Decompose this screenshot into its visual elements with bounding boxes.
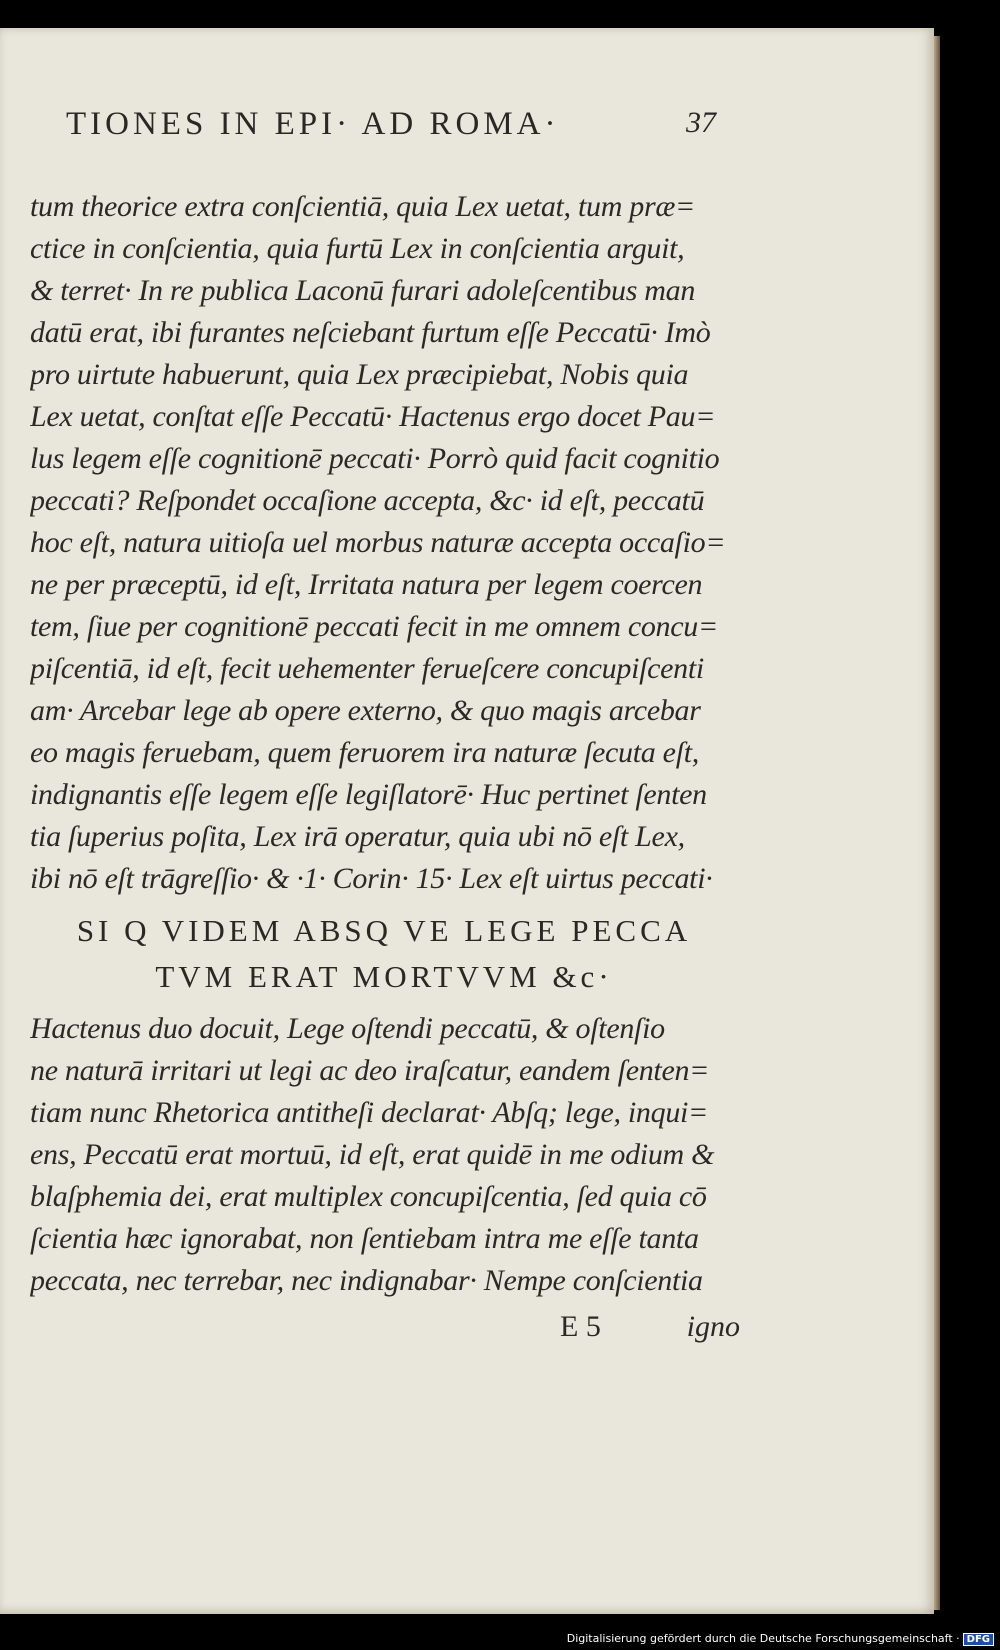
running-title: TIONES IN EPI· AD ROMA· bbox=[66, 106, 560, 142]
text-line: piſcentiā, id eſt, fecit uehementer ferueſcere concupiſcenti bbox=[30, 652, 704, 685]
text-line: ctice in conſcientia, quia furtū Lex in conſcientia arguit, bbox=[30, 232, 685, 265]
text-line: pro uirtute habuerunt, quia Lex præcipiebat, Nobis quia bbox=[30, 358, 689, 391]
text-line: indignantis eſſe legem eſſe legiſlatorē· Huc pertinet ſenten bbox=[30, 778, 707, 811]
catchword: igno bbox=[686, 1310, 740, 1343]
text-line: tum theorice extra conſcientiā, quia Lex uetat, tum præ= bbox=[30, 190, 695, 223]
text-line: ne naturā irritari ut legi ac deo iraſcatur, eandem ſenten= bbox=[30, 1054, 710, 1087]
footer-credit bbox=[567, 1632, 994, 1646]
text-line: Lex uetat, conſtat eſſe Peccatū· Hactenus ergo docet Pau= bbox=[30, 400, 716, 433]
text-line: ibi nō eſt trāgreſſio· & ·1· Corin· 15· Lex eſt uirtus peccati· bbox=[30, 862, 713, 895]
text-line: ens, Peccatū erat mortuū, id eſt, erat quidē in me odium & bbox=[30, 1138, 715, 1171]
book-page bbox=[0, 28, 934, 1614]
text-line: am· Arcebar lege ab opere externo, & quo magis arcebar bbox=[30, 694, 701, 727]
text-line: eo magis feruebam, quem feruorem ira naturæ ſecuta eſt, bbox=[30, 736, 699, 769]
text-line: tem, ſiue per cognitionē peccati fecit in me omnem concu= bbox=[30, 610, 718, 643]
running-head bbox=[66, 106, 716, 156]
folio-number: 37 bbox=[686, 106, 716, 139]
catchword-row bbox=[30, 1310, 740, 1350]
text-line: lus legem eſſe cognitionē peccati· Porrò quid facit cognitio bbox=[30, 442, 720, 475]
text-line: Hactenus duo docuit, Lege oſtendi peccatū, & oſtenſio bbox=[30, 1012, 665, 1045]
text-line: blaſphemia dei, erat multiplex concupiſcentia, ſed quia cō bbox=[30, 1180, 707, 1213]
credit-text: Digitalisierung gefördert durch die Deutsche Forschungsgemeinschaft · bbox=[566, 1632, 960, 1645]
text-line: peccati? Reſpondet occaſione accepta, &c· id eſt, peccatū bbox=[30, 484, 705, 517]
dfg-logo: DFG bbox=[963, 1633, 994, 1646]
page-edge bbox=[934, 36, 940, 1610]
heading-line: SI Q VIDEM ABSQ VE LEGE PECCA bbox=[76, 913, 692, 948]
text-block-1 bbox=[30, 186, 730, 900]
text-line: hoc eſt, natura uitioſa uel morbus naturæ accepta occaſio= bbox=[30, 526, 726, 559]
text-block-2 bbox=[30, 1008, 730, 1302]
section-heading bbox=[34, 908, 734, 1000]
text-line: datū erat, ibi furantes neſciebant furtum eſſe Peccatū· Imò bbox=[30, 316, 711, 349]
text-line: tiam nunc Rhetorica antitheſi declarat· Abſq; lege, inqui= bbox=[30, 1096, 709, 1129]
text-line: ne per præceptū, id eſt, Irritata natura per legem coercen bbox=[30, 568, 703, 601]
text-line: tia ſuperius poſita, Lex irā operatur, quia ubi nō eſt Lex, bbox=[30, 820, 685, 853]
text-line: & terret· In re publica Laconū furari adoleſcentibus man bbox=[30, 274, 696, 307]
text-line: peccata, nec terrebar, nec indignabar· Nempe conſcientia bbox=[30, 1264, 703, 1297]
heading-line: TVM ERAT MORTVVM &c· bbox=[155, 959, 613, 994]
text-line: ſcientia hæc ignorabat, non ſentiebam intra me eſſe tanta bbox=[30, 1222, 699, 1255]
signature-mark: E 5 bbox=[560, 1310, 601, 1343]
